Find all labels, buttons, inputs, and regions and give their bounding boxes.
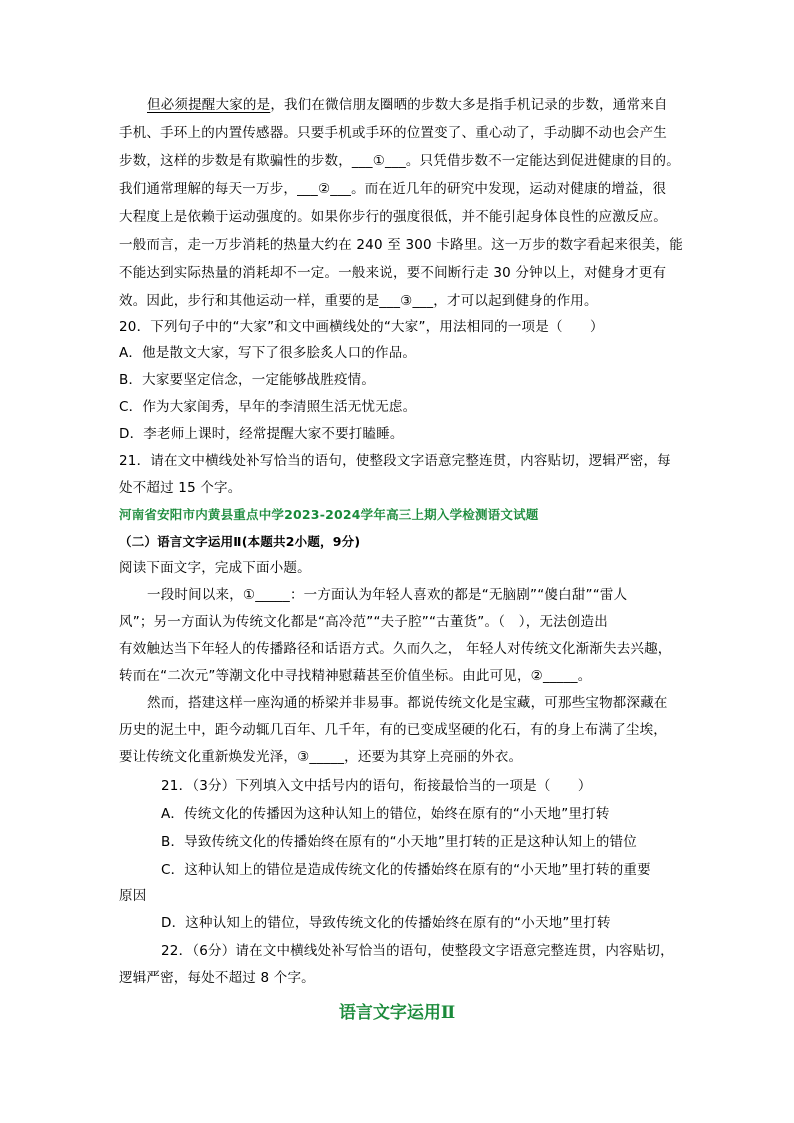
question-20-option-d: D．李老师上课时，经常提醒大家不要打瞌睡。	[119, 426, 404, 442]
passage2-line-5: 然而，搭建这样一座沟通的桥梁并非易事。都说传统文化是宝藏，可那些宝物都深藏在	[147, 695, 668, 711]
passage1-line-3: 步数，这样的步数是有欺骗性的步数，___①___。只凭借步数不一定能达到促进健康的目的。	[119, 153, 680, 169]
passage2-line-6: 历史的泥土中，距今动辄几百年、几千年，有的已变成坚硬的化石，有的身上布满了尘埃，	[119, 722, 667, 738]
passage2-line-7: 要让传统文化重新焕发光泽，③_____，还要为其穿上亮丽的外衣。	[119, 749, 523, 765]
passage2-line-4: 转而在“二次元”等潮文化中寻找精神慰藉甚至价值坐标。由此可见，②_____。	[119, 668, 592, 684]
passage1-line-7: 不能达到实际热量的消耗却不一定。一般来说，要不间断行走 30 分钟以上，对健身才更有	[119, 265, 667, 281]
question-20-option-a: A．他是散文大家，写下了很多脍炙人口的作品。	[119, 345, 417, 361]
question-22-line-1: 22．（6分）请在文中横线处补写恰当的语句，使整段文字语意完整连贯，内容贴切，	[161, 943, 674, 959]
question-21b-option-d: D．这种认知上的错位，导致传统文化的传播始终在原有的“小天地”里打转	[161, 915, 611, 931]
question-21b-option-c: C．这种认知上的错位是造成传统文化的传播始终在原有的“小天地”里打转的重要	[161, 862, 651, 878]
question-21b-option-c-cont: 原因	[119, 888, 147, 904]
underlined-phrase: 但必须提醒大家的是	[147, 97, 271, 113]
passage1-line-8: 效。因此，步行和其他运动一样，重要的是___③___，才可以起到健身的作用。	[119, 293, 598, 309]
question-20-option-b: B．大家要坚定信念，一定能够战胜疫情。	[119, 372, 376, 388]
question-20-stem: 20．下列句子中的“大家”和文中画横线处的“大家”，用法相同的一项是（ ）	[119, 319, 604, 335]
question-21b-option-a: A．传统文化的传播因为这种认知上的错位，始终在原有的“小天地”里打转	[161, 806, 610, 822]
passage2-line-1: 一段时间以来，①_____：一方面认为年轻人喜欢的都是“无脑剧”“傻白甜”“雷人	[147, 587, 628, 603]
passage1-line-4: 我们通常理解的每天一万步，___②___。而在近几年的研究中发现，运动对健康的增益，很	[119, 181, 667, 197]
footer-heading: 语言文字运用Ⅱ	[338, 1003, 456, 1023]
question-21-line-1: 21．请在文中横线处补写恰当的语句，使整段文字语意完整连贯，内容贴切，逻辑严密，每	[119, 453, 671, 469]
passage1-line-5: 大程度上是依赖于运动强度的。如果你步行的强度很低，并不能引起身体良性的应激反应。	[119, 209, 667, 225]
section-title: （二）语言文字运用Ⅱ(本题共2小题，9分)	[119, 534, 361, 549]
question-21b-option-b: B．导致传统文化的传播始终在原有的“小天地”里打转的正是这种认知上的错位	[161, 834, 637, 850]
passage2-line-3: 有效触达当下年轻人的传播路径和话语方式。久而久之， 年轻人对传统文化渐渐失去兴趣，	[119, 641, 672, 657]
source-title: 河南省安阳市内黄县重点中学2023-2024学年高三上期入学检测语文试题	[119, 507, 539, 522]
question-20-option-c: C．作为大家闺秀，早年的李清照生活无忧无虑。	[119, 399, 417, 415]
passage1-line-1: 但必须提醒大家的是，我们在微信朋友圈晒的步数大多是指手机记录的步数，通常来自	[147, 97, 668, 113]
passage1-line-2: 手机、手环上的内置传感器。只要手机或手环的位置变了、重心动了，手动脚不动也会产生	[119, 125, 667, 141]
question-21-line-2: 处不超过 15 个字。	[119, 480, 242, 496]
passage1-line-6: 一般而言，走一万步消耗的热量大约在 240 至 300 卡路里。这一万步的数字看起来很美，能	[119, 237, 683, 253]
reading-instruction: 阅读下面文字，完成下面小题。	[119, 560, 311, 576]
passage2-line-2: 风”；另一方面认为传统文化都是“高冷范”“夫子腔”“古董货”。（ ），无法创造出	[119, 614, 608, 630]
question-22-line-2: 逻辑严密，每处不超过 8 个字。	[119, 970, 315, 986]
question-21b-stem: 21．（3分）下列填入文中括号内的语句，衔接最恰当的一项是（ ）	[161, 778, 592, 794]
